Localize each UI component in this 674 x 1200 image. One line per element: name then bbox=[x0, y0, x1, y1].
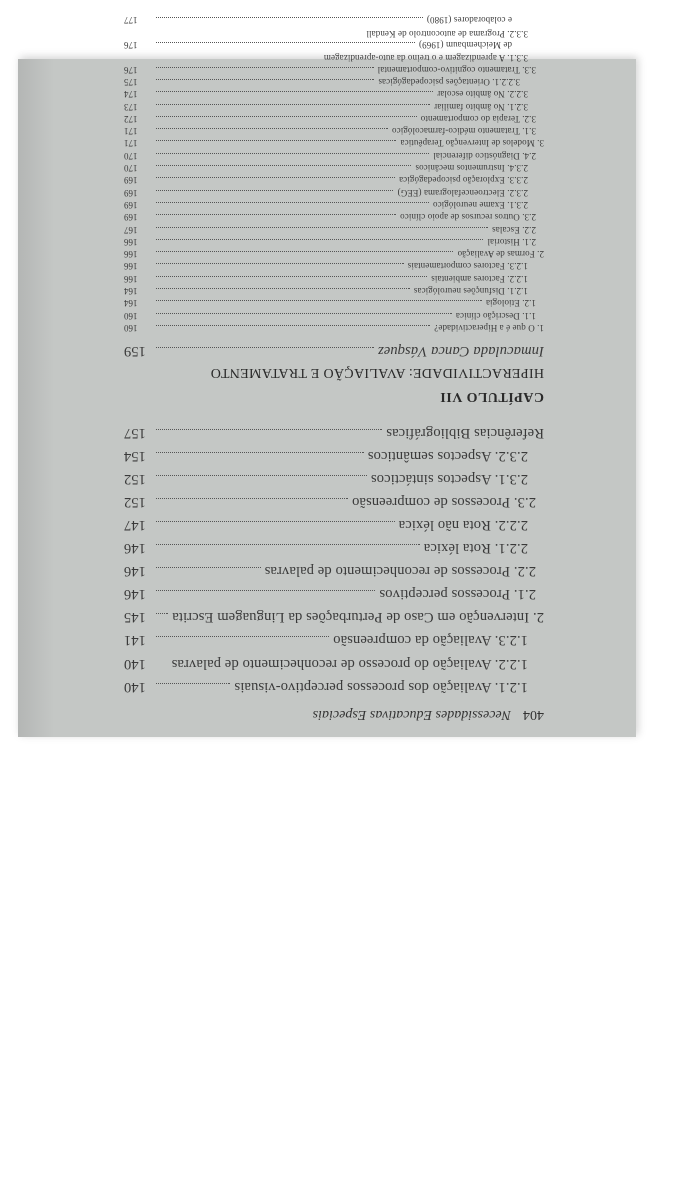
toc-entry-page: 169 bbox=[124, 200, 138, 210]
toc-entry bbox=[124, 310, 544, 326]
toc-entry bbox=[124, 15, 544, 31]
toc-entry bbox=[124, 261, 544, 277]
toc-entry-text: 2. Formas de Avaliação bbox=[457, 249, 544, 260]
leader-dots bbox=[156, 239, 483, 252]
toc-entry-page: 152 bbox=[124, 471, 146, 487]
toc-entry bbox=[124, 77, 544, 92]
toc-entry-text: Referências Bibliográficas bbox=[386, 425, 544, 441]
leader-dots bbox=[156, 31, 362, 43]
toc-entry-page: 166 bbox=[124, 236, 138, 247]
chapter-author-page: 159 bbox=[124, 343, 146, 359]
leader-dots bbox=[156, 288, 410, 301]
toc-entry-page: 170 bbox=[124, 163, 138, 174]
page-number: 404 bbox=[523, 707, 544, 722]
toc-entry-page: 160 bbox=[124, 310, 138, 321]
leader-dots bbox=[156, 18, 423, 31]
toc-entry-page: 146 bbox=[124, 540, 146, 556]
leader-dots bbox=[156, 567, 261, 580]
toc-entry-text: 2.2.2. Rota não léxica bbox=[398, 517, 528, 533]
toc-entry bbox=[124, 249, 544, 264]
toc-entry-text: 2.3.2. Aspectos semânticos bbox=[367, 448, 528, 464]
toc-entry bbox=[124, 64, 544, 80]
leader-dots bbox=[156, 544, 420, 557]
toc-entry-page: 154 bbox=[124, 448, 146, 464]
chapter-author: Inmaculada Canca Vásquez bbox=[377, 343, 544, 359]
toc-entry-text: 3.3. Tratamento cognitivo-comportamental bbox=[377, 64, 536, 75]
running-title: Necessidades Educativas Especiais bbox=[312, 707, 511, 722]
toc-entry bbox=[124, 113, 544, 129]
toc-entry-page: 146 bbox=[124, 586, 146, 602]
toc-entry-page: 169 bbox=[124, 212, 138, 223]
toc-entry-text: 2.3. Processos de compreensão bbox=[351, 494, 536, 510]
leader-dots bbox=[156, 521, 395, 534]
toc-entry bbox=[124, 560, 544, 580]
chapter-author-row bbox=[124, 340, 544, 360]
toc-entry-page: 171 bbox=[124, 126, 138, 137]
toc-entry bbox=[124, 126, 544, 141]
toc-entry-text: 2.1. Processos perceptivos bbox=[379, 586, 536, 602]
leader-dots bbox=[156, 264, 404, 277]
toc-entry-text: e colaboradores (1980) bbox=[426, 15, 512, 26]
toc-entry bbox=[124, 89, 544, 104]
toc-entry-text: 1.2.3. Factores comportamentais bbox=[407, 261, 528, 272]
toc-entry-text: 2.3.1. Aspectos sintácticos bbox=[370, 471, 528, 487]
toc-entry-text: 2.3.1. Exame neurológico bbox=[432, 200, 528, 210]
toc-entry-page: 173 bbox=[124, 101, 138, 112]
leader-dots bbox=[156, 660, 168, 672]
toc-entry bbox=[124, 138, 544, 154]
toc-entry-page: 169 bbox=[124, 175, 138, 186]
leader-dots bbox=[156, 79, 374, 92]
toc-entry-page: 160 bbox=[124, 323, 138, 333]
toc-entry-text: 1. O que é a Hiperactividade? bbox=[434, 323, 544, 333]
chapter-label: CAPÍTULO VII bbox=[439, 389, 544, 404]
toc-entry bbox=[124, 236, 544, 252]
toc-entry bbox=[124, 200, 544, 215]
leader-dots bbox=[156, 55, 320, 67]
toc-entry bbox=[124, 286, 544, 301]
toc-entry-text: 1.2.3. Avaliação da compreensão bbox=[333, 632, 528, 648]
leader-dots bbox=[156, 214, 396, 227]
toc-entry-page: 170 bbox=[124, 150, 138, 161]
leader-dots bbox=[156, 475, 367, 488]
toc-entry bbox=[124, 150, 544, 166]
toc-entry bbox=[124, 28, 544, 43]
leader-dots bbox=[156, 104, 430, 117]
toc-entry bbox=[124, 468, 544, 488]
toc-entry-text: 2. Intervenção em Caso de Perturbações da Linguagem Escrita bbox=[172, 609, 544, 625]
toc-entry-page: 171 bbox=[124, 138, 138, 149]
toc-entry-text: 2.3.3. Exploração psicopedagógica bbox=[398, 175, 528, 186]
toc-entry-page: 175 bbox=[124, 77, 138, 87]
leader-dots bbox=[156, 91, 433, 104]
toc-entry-text: 1.2.2. Avaliação do processo de reconhecimento de palavras bbox=[171, 656, 528, 672]
toc-entry-page: 164 bbox=[124, 286, 138, 297]
toc-entry-text: 3.2.2.1. Orientações psicopedagógicas bbox=[378, 77, 520, 87]
toc-entry bbox=[124, 445, 544, 465]
toc-entry-text: 2.3.4. Instrumentos mecânicos bbox=[415, 163, 528, 174]
toc-entry-page: 166 bbox=[124, 273, 138, 284]
toc-entry-page: 146 bbox=[124, 563, 146, 579]
leader-dots bbox=[156, 251, 453, 264]
toc-entry-page: 152 bbox=[124, 494, 146, 510]
toc-entry-page: 176 bbox=[124, 40, 138, 51]
leader-dots bbox=[156, 177, 395, 190]
toc-entry bbox=[124, 514, 544, 534]
toc-entry-text: 1.2.1. Disfunções neurológicas bbox=[413, 286, 528, 297]
leader-dots bbox=[156, 276, 427, 289]
toc-entry-page: 141 bbox=[124, 632, 146, 648]
leader-dots bbox=[156, 452, 364, 465]
toc-entry-text: 1.2.1. Avaliação dos processos perceptivo-visuais bbox=[234, 679, 528, 695]
toc-entry-text: 2.1. Historial bbox=[487, 236, 536, 247]
toc-entry-text: 2.3. Outros recursos de apoio clínico bbox=[400, 212, 536, 223]
toc-entry bbox=[124, 273, 544, 289]
leader-dots bbox=[156, 325, 430, 338]
leader-dots bbox=[156, 227, 488, 240]
toc-entry-page: 164 bbox=[124, 298, 138, 309]
leader-dots bbox=[156, 190, 394, 203]
leader-dots bbox=[156, 683, 230, 696]
toc-entry bbox=[124, 298, 544, 313]
toc-entry bbox=[124, 163, 544, 178]
toc-entry-text: 3.3.2. Programa de autocontrolo de Kendall bbox=[366, 28, 528, 39]
leader-dots bbox=[156, 300, 482, 313]
toc-entry-page: 140 bbox=[124, 679, 146, 695]
toc-entry-page: 145 bbox=[124, 609, 146, 625]
toc-entry bbox=[124, 652, 544, 672]
leader-dots bbox=[156, 128, 388, 141]
toc-entry bbox=[124, 491, 544, 511]
toc-entry-page: 174 bbox=[124, 89, 138, 100]
leader-dots bbox=[156, 202, 429, 215]
toc-entry bbox=[124, 175, 544, 190]
toc-entry bbox=[124, 55, 544, 67]
toc-entry bbox=[124, 224, 544, 240]
toc-entry-page: 166 bbox=[124, 261, 138, 272]
leader-dots bbox=[156, 498, 348, 511]
toc-entry bbox=[124, 40, 544, 55]
toc-entry-text: 2.2. Escalas bbox=[492, 224, 536, 235]
toc-entry-page: 177 bbox=[124, 15, 138, 26]
leader-dots bbox=[156, 313, 452, 326]
leader-dots bbox=[156, 42, 415, 55]
toc-entry bbox=[124, 676, 544, 696]
toc-entry-text: 2.4. Diagnóstico diferencial bbox=[433, 150, 536, 161]
page-header bbox=[124, 700, 544, 722]
toc-entry-page: 166 bbox=[124, 249, 138, 260]
toc-entry bbox=[124, 537, 544, 557]
toc-entry bbox=[124, 212, 544, 227]
toc-entry-page: 167 bbox=[124, 224, 138, 235]
toc-entry bbox=[124, 323, 544, 338]
leader-dots bbox=[156, 347, 374, 360]
toc-entry-text: 1.1. Descrição clínica bbox=[455, 310, 536, 321]
leader-dots bbox=[156, 153, 429, 166]
toc-entry-text: 1.2. Etiologia bbox=[485, 298, 536, 309]
toc-entry-text: 3.2.2. No âmbito escolar bbox=[437, 89, 528, 100]
page-edge-shadow bbox=[18, 59, 54, 737]
toc-entry-text: 2.2.1. Rota léxica bbox=[423, 540, 528, 556]
toc-entry-text: 3.3.1. A aprendizagem e o treino da auto-aprendizagem bbox=[323, 53, 528, 64]
toc-entry-text: 3.2. Terapia do comportamento bbox=[420, 113, 536, 124]
toc-entry-page: 140 bbox=[124, 656, 146, 672]
toc-entry bbox=[124, 422, 544, 442]
leader-dots bbox=[156, 67, 374, 80]
toc-entry bbox=[124, 101, 544, 117]
toc-entry-text: 3. Modelos de Intervenção Terapêutica bbox=[400, 138, 544, 149]
toc-entry-text: 3.2.1. No âmbito familiar bbox=[434, 101, 528, 112]
chapter-title: HIPERACTIVIDADE: AVALIAÇÃO E TRATAMENTO bbox=[210, 365, 544, 380]
leader-dots bbox=[156, 165, 411, 178]
toc-entry-text: 2.3.2. Electroencefalograma (EEG) bbox=[397, 187, 528, 198]
toc-entry bbox=[124, 187, 544, 203]
leader-dots bbox=[156, 590, 375, 603]
leader-dots bbox=[156, 613, 168, 626]
toc-entry bbox=[124, 629, 544, 649]
toc-entry-page: 176 bbox=[124, 64, 138, 75]
toc-entry-text: 2.2. Processos de reconhecimento de palavras bbox=[264, 563, 536, 579]
leader-dots bbox=[156, 116, 417, 129]
toc-entry-page: 172 bbox=[124, 113, 138, 124]
toc-entry-page: 169 bbox=[124, 187, 138, 198]
toc-entry-text: 3.1. Tratamento médico-farmacológico bbox=[391, 126, 536, 137]
toc-entry-page: 157 bbox=[124, 425, 146, 441]
leader-dots bbox=[156, 636, 329, 649]
leader-dots bbox=[156, 429, 382, 442]
toc-entry bbox=[124, 606, 544, 626]
toc-entry-page: 147 bbox=[124, 517, 146, 533]
leader-dots bbox=[156, 141, 396, 154]
toc-entry-text: de Meichembaum (1969) bbox=[418, 40, 512, 51]
toc-entry bbox=[124, 583, 544, 603]
toc-entry-text: 1.2.2. Factores ambientais bbox=[431, 273, 528, 284]
